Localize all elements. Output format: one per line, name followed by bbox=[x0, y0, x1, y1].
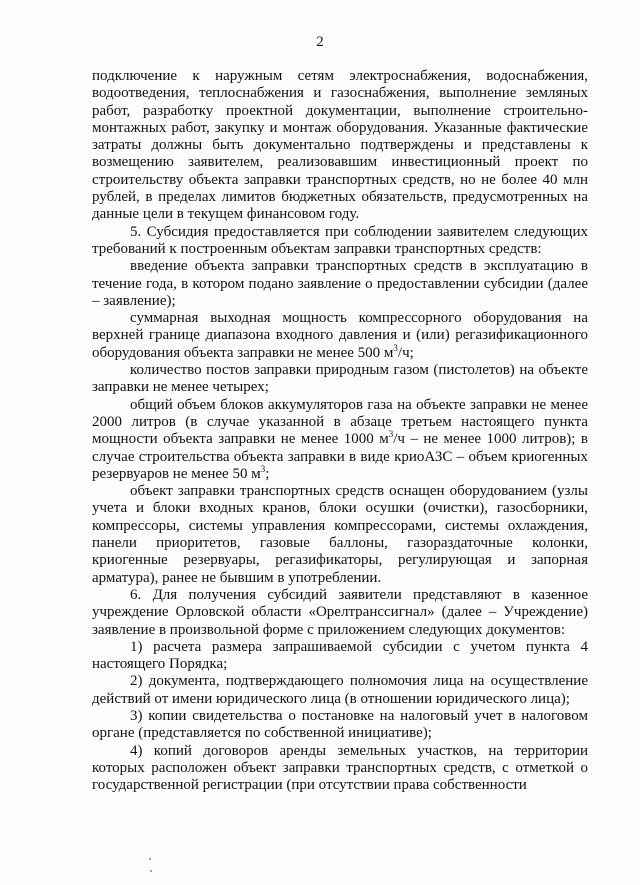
paragraph-item-5: 5. Субсидия предоставляется при соблюдении заявителем следующих требований к построенным объектам заправки транспортных средств: bbox=[92, 223, 588, 257]
paragraph-doc-4: 4) копий договоров аренды земельных участков, на территории которых расположен объект заправки транспортных средств, с отметкой о государственной регистрации (при отсутствии права собственности bbox=[92, 742, 588, 794]
paragraph-doc-1: 1) расчета размера запрашиваемой субсидии с учетом пункта 4 настоящего Порядка; bbox=[92, 638, 588, 673]
paragraph-item-6: 6. Для получения субсидий заявители представляют в казенное учреждение Орловской области «Орелтранссигнал» (далее – Учреждение) заявление в произвольной форме с приложением следующих документов: bbox=[92, 586, 588, 638]
paragraph-doc-2: 2) документа, подтверждающего полномочия лица на осуществление действий от имени юридического лица (в отношении юридического лица); bbox=[92, 673, 588, 707]
paragraph-costs-continuation: подключение к наружным сетям электроснабжения, водоснабжения, водоотведения, теплоснабжения и газоснабжения, выполнение земляных работ, разработку проектной документации, выполнение строительно-монтажных работ, закупку и монтаж оборудования. Указанные фактические затраты должны быть документально подтверждены и представлены к возмещению заявителем, реализовавшим инвестиционный проект по строительству объекта заправки транспортных средств, но не более 40 млн рублей, в пределах лимитов бюджетных обязательств, предусмотренных на данные цели в текущем финансовом году. bbox=[92, 68, 588, 223]
cubic-superscript: 3 bbox=[260, 463, 266, 474]
scan-speck-marks bbox=[148, 858, 154, 878]
paragraph-compressor-capacity bbox=[92, 310, 588, 362]
paragraph-equipment-new: объект заправки транспортных средств оснащен оборудованием (узлы учета и блоки входных кранов, блоки осушки (очистки), газосборники, компрессоры, системы управления компрессорами, системы охлаждения, панели приоритетов, газовые баллоны, газораздаточные колонки, криогенные резервуары, регазификаторы, регулирующая и запорная арматура), ранее не бывшим в употреблении. bbox=[92, 483, 588, 586]
paragraph-doc-3: 3) копии свидетельства о постановке на налоговый учет в налоговом органе (представляется по собственной инициативе); bbox=[92, 707, 588, 742]
paragraph-gas-storage-volume: общий объем блоков аккумуляторов газа на объекте заправки не менее 2000 литров (в случае указанной в абзаце третьем настоящего пункта мощности объекта заправки не менее 1000 $м^3/ч$ – не менее 1000 литров); в случае строительства объекта заправки в виде криоАЗС – объем криогенных резервуаров не менее 50 $м^3$; bbox=[92, 396, 588, 482]
document-body bbox=[92, 68, 588, 794]
cubic-superscript: 3 bbox=[388, 429, 394, 440]
cubic-superscript: 3 bbox=[393, 342, 398, 353]
compressor-capacity-text: суммарная выходная мощность компрессорного оборудования на верхней границе диапазона входного давления и (или) регазификационного оборудования объекта заправки не менее 500 $м^3/ч$; bbox=[92, 310, 588, 361]
page-number: 2 bbox=[316, 34, 324, 50]
paragraph-fuel-posts: количество постов заправки природным газом (пистолетов) на объекте заправки не менее четырех; bbox=[92, 362, 588, 396]
paragraph-commissioning-requirement: введение объекта заправки транспортных средств в эксплуатацию в течение года, в котором подано заявление о предоставлении субсидии (далее – заявление); bbox=[92, 258, 588, 309]
